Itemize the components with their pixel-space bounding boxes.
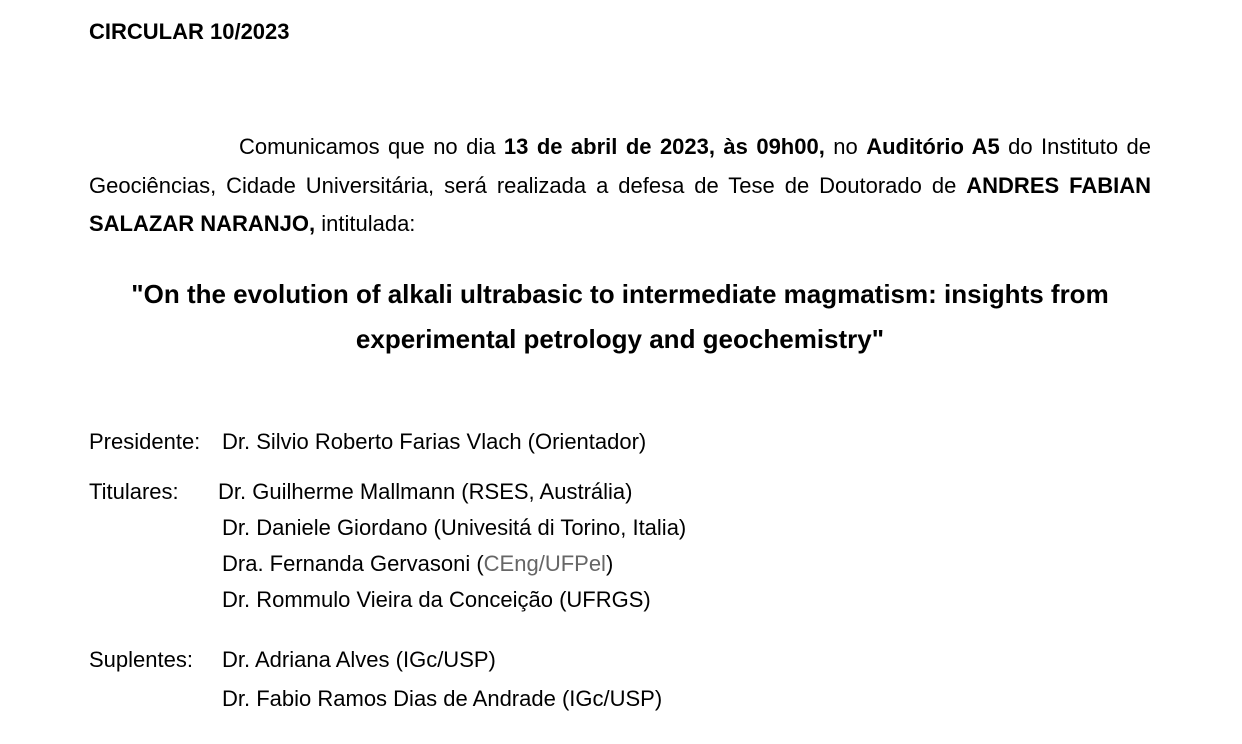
titular-member-2: Dr. Daniele Giordano (Univesitá di Torino, Italia) xyxy=(222,515,687,540)
thesis-title: "On the evolution of alkali ultrabasic to intermediate magmatism: insights from experimental petrology and geochemistry" xyxy=(131,279,1109,354)
candidate-name: ANDRES FABIAN SALAZAR NARANJO, xyxy=(89,172,1152,236)
announcement-text-2: no xyxy=(824,134,867,159)
president-name: Dr. Silvio Roberto Farias Vlach (Orientador) xyxy=(222,429,647,454)
suplentes-label: Suplentes: xyxy=(89,647,193,672)
circular-number: CIRCULAR 10/2023 xyxy=(89,19,290,44)
announcement-text-1: Comunicamos que no dia xyxy=(239,134,504,159)
titular-member-3 xyxy=(222,550,613,578)
titular-member-1: Dr. Guilherme Mallmann (RSES, Austrália) xyxy=(218,479,633,504)
announcement-text-3: do Instituto de Geociências, Cidade Universitária, será realizada a defesa de Tese de Doutorado de xyxy=(89,134,1152,198)
titular-member-3-close: ) xyxy=(605,551,614,576)
suplente-member-1: Dr. Adriana Alves (IGc/USP) xyxy=(222,647,496,672)
defense-date-time: 13 de abril de 2023, às 09h00, xyxy=(503,134,825,159)
titular-member-3-name: Dra. Fernanda Gervasoni ( xyxy=(222,551,484,576)
titulares-label: Titulares: xyxy=(89,479,179,504)
president-label: Presidente: xyxy=(89,429,201,454)
announcement-text-4: intitulada: xyxy=(315,211,416,236)
suplente-member-2: Dr. Fabio Ramos Dias de Andrade (IGc/USP) xyxy=(222,686,663,711)
titular-member-4: Dr. Rommulo Vieira da Conceição (UFRGS) xyxy=(222,587,651,612)
titular-member-3-affiliation: CEng/UFPel xyxy=(483,551,606,576)
defense-venue: Auditório A5 xyxy=(866,134,1000,159)
announcement-paragraph xyxy=(89,128,1151,244)
